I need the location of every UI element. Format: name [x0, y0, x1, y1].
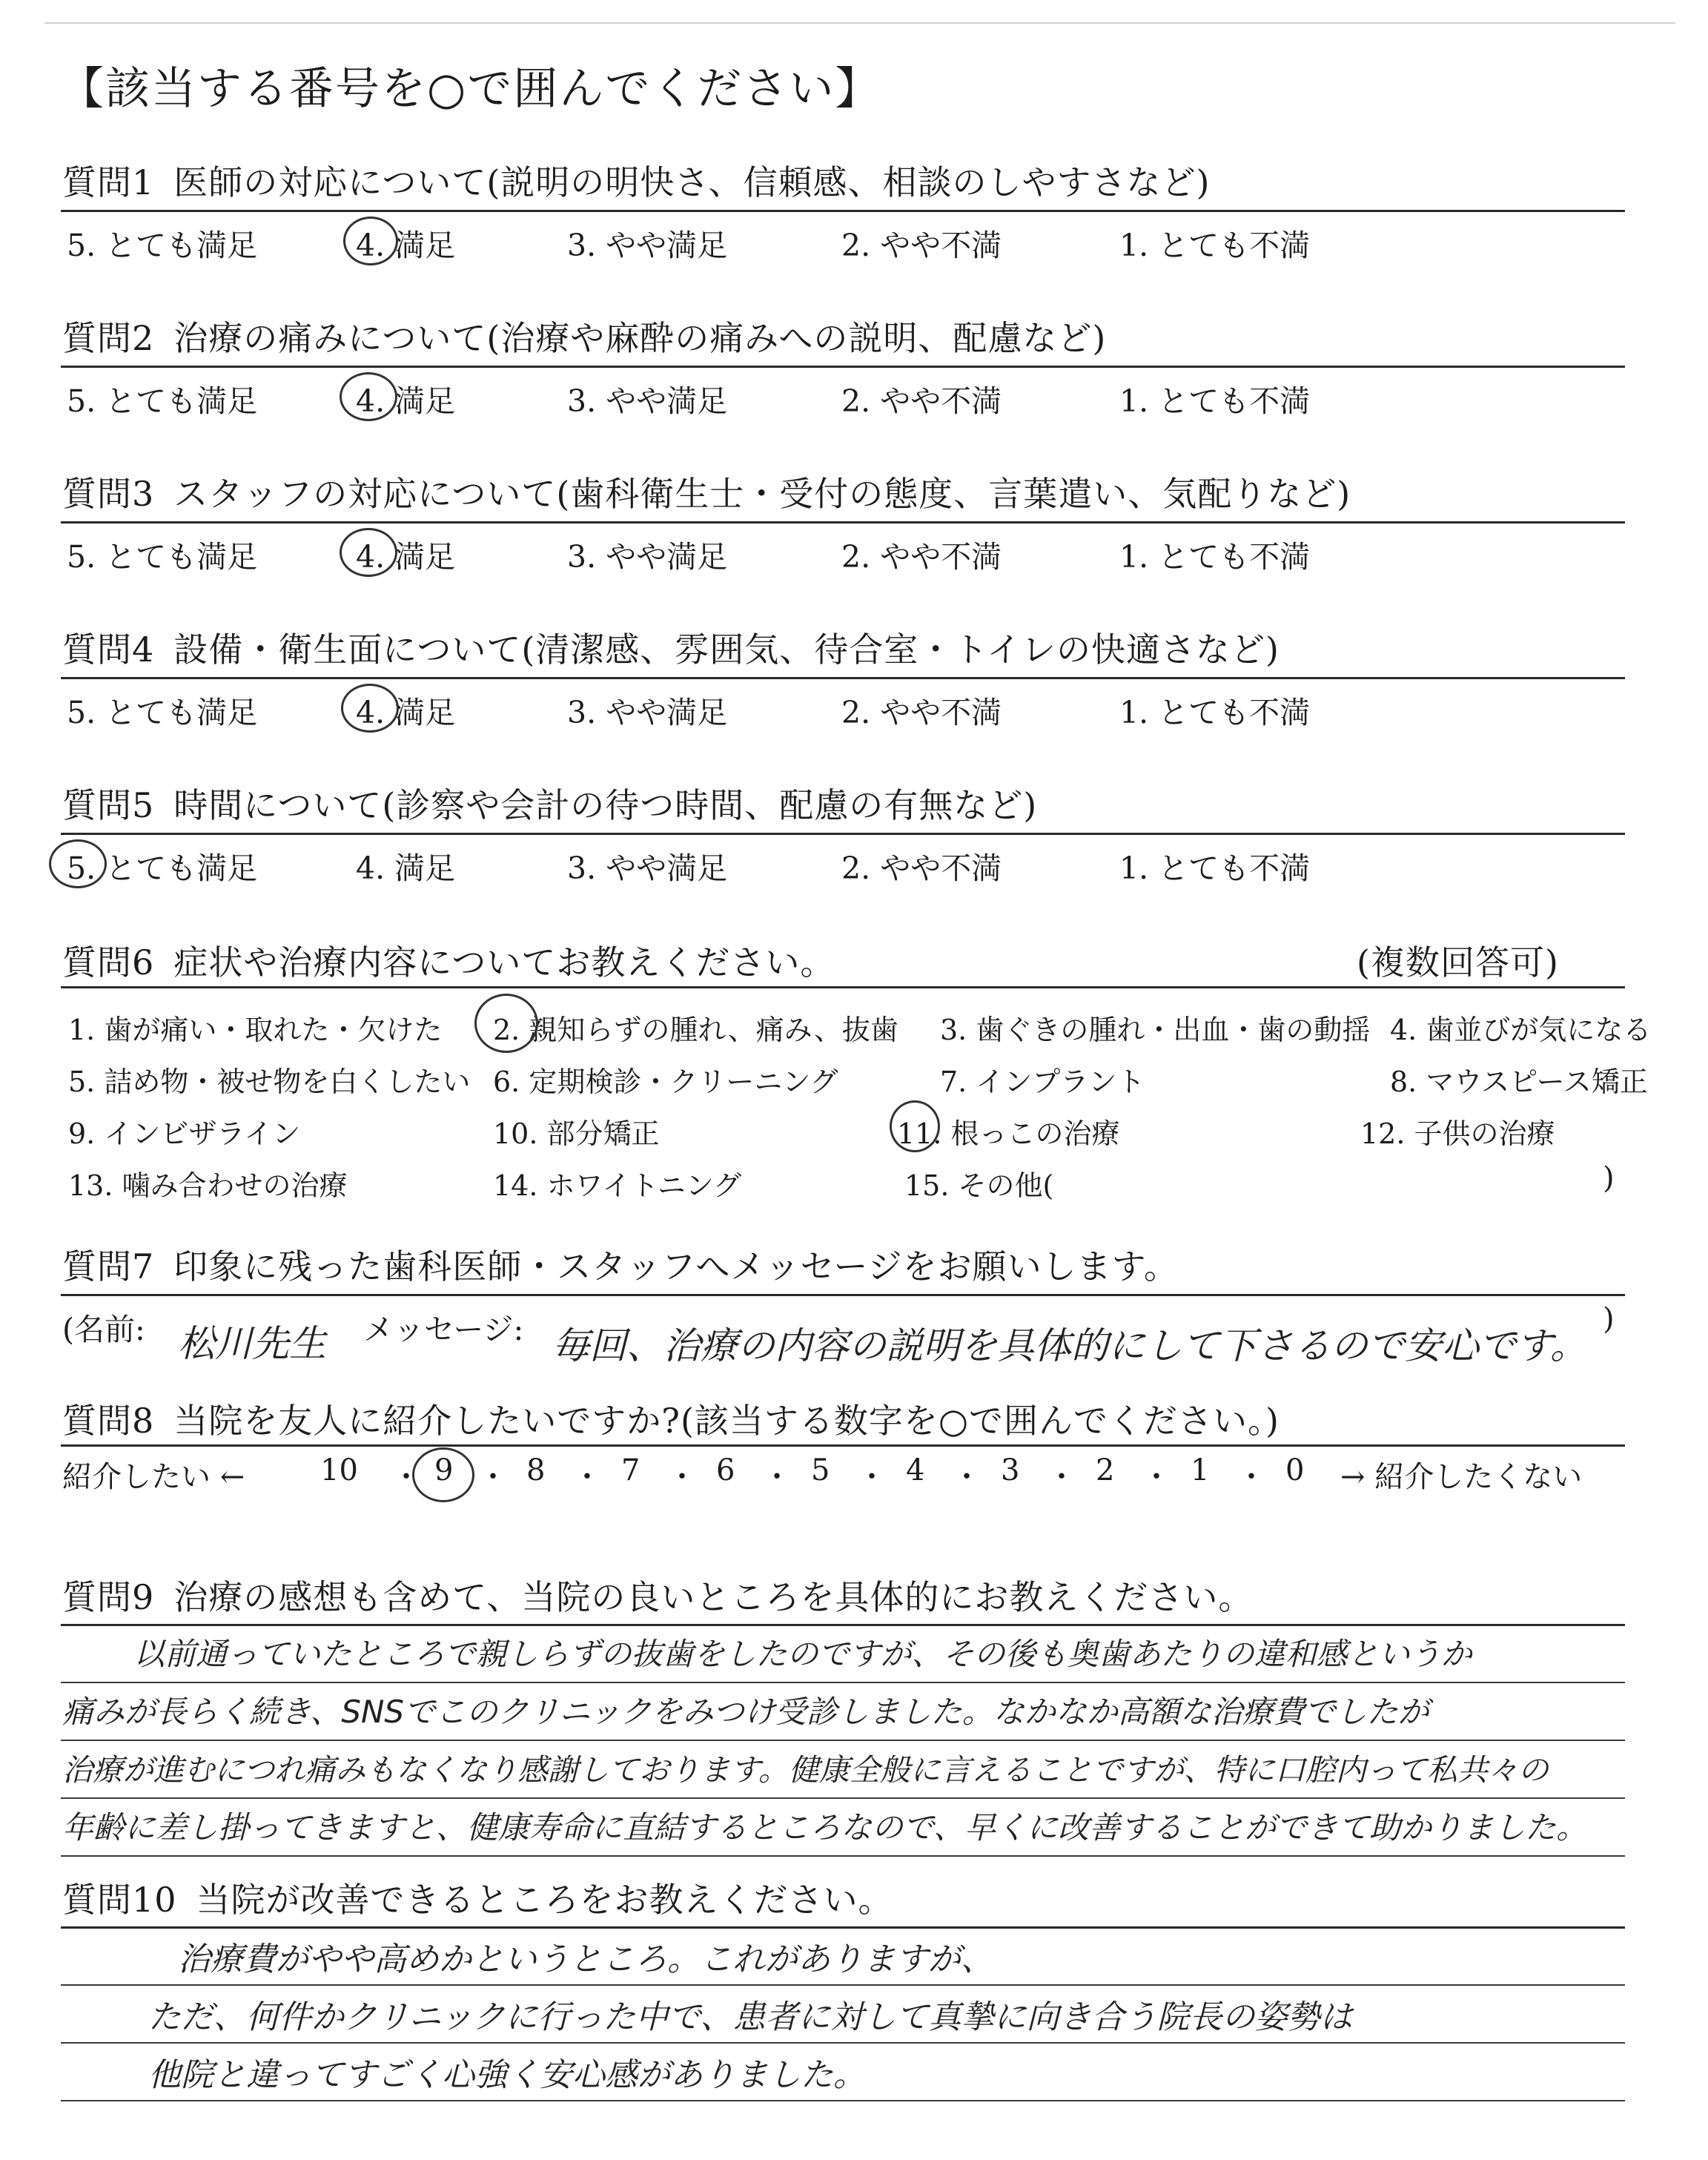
- question-10: [62, 1873, 893, 1922]
- rule: [61, 1294, 1625, 1296]
- question-number: 質問8: [62, 1401, 155, 1441]
- q2-option-3[interactable]: 3. やや満足: [567, 383, 728, 419]
- answer-line: [61, 1682, 1625, 1683]
- top-border: [44, 22, 1675, 24]
- question-text: 当院を友人に紹介したいですか?(該当する数字を○で囲んでください。): [173, 1401, 1280, 1441]
- selection-circle: [49, 839, 107, 888]
- q4-option-5[interactable]: 5. とても満足: [67, 695, 258, 730]
- multiple-answers-note: (複数回答可): [1357, 942, 1559, 982]
- scale-1[interactable]: 1: [1191, 1453, 1210, 1487]
- question-text: 時間について(診察や会計の待つ時間、配慮の有無など): [173, 785, 1038, 825]
- scale-7[interactable]: 7: [621, 1453, 640, 1487]
- rule: [61, 366, 1625, 368]
- selection-circle: [343, 217, 398, 265]
- question-text: 設備・衛生面について(清潔感、雰囲気、待合室・トイレの快適さなど): [173, 630, 1280, 670]
- scale-left-label: 紹介したい ←: [62, 1460, 245, 1494]
- q10-answer-line-3[interactable]: 他院と違ってすごく心強く安心感がありました。: [148, 2056, 866, 2094]
- question-text: 治療の痛みについて(治療や麻酔の痛みへの説明、配慮など): [173, 318, 1107, 358]
- question-text: 治療の感想も含めて、当院の良いところを具体的にお教えください。: [173, 1577, 1254, 1617]
- selection-circle: [474, 994, 538, 1053]
- selection-circle: [340, 372, 397, 421]
- scale-right-label: → 紹介したくない: [1340, 1460, 1583, 1494]
- q6-option-10[interactable]: 10. 部分矯正: [493, 1117, 660, 1150]
- answer-line: [61, 2042, 1625, 2044]
- question-number: 質問10: [62, 1880, 177, 1920]
- rule: [61, 986, 1625, 988]
- question-3: [62, 467, 1351, 516]
- scale-dot: ・: [952, 1460, 982, 1494]
- scale-4[interactable]: 4: [906, 1453, 925, 1487]
- q5-option-4[interactable]: 4. 満足: [356, 851, 456, 886]
- rule: [61, 210, 1625, 212]
- rule: [61, 1926, 1625, 1929]
- q6-option-6[interactable]: 6. 定期検診・クリーニング: [493, 1066, 838, 1098]
- question-text: 印象に残った歯科医師・スタッフへメッセージをお願いします。: [173, 1246, 1179, 1287]
- question-5: [62, 779, 1037, 828]
- q4-option-2[interactable]: 2. やや不満: [841, 695, 1002, 730]
- q6-option-4[interactable]: 4. 歯並びが気になる: [1390, 1014, 1652, 1046]
- question-8: [62, 1394, 1280, 1443]
- selection-circle: [412, 1447, 474, 1502]
- scale-dot: ・: [667, 1460, 697, 1494]
- question-7: [62, 1240, 1179, 1289]
- rule: [61, 521, 1625, 524]
- question-number: 質問5: [62, 785, 155, 825]
- question-number: 質問7: [62, 1246, 155, 1287]
- answer-line: [61, 1855, 1625, 1857]
- scale-3[interactable]: 3: [1001, 1453, 1020, 1487]
- question-number: 質問4: [62, 630, 155, 670]
- form-heading: 【該当する番号を○で囲んでください】: [59, 63, 881, 115]
- q5-option-1[interactable]: 1. とても不満: [1119, 851, 1311, 886]
- q1-option-1[interactable]: 1. とても不満: [1119, 228, 1311, 263]
- q6-option-15[interactable]: 15. その他(: [904, 1169, 1054, 1202]
- q6-option-8[interactable]: 8. マウスピース矯正: [1390, 1066, 1648, 1098]
- q5-option-5[interactable]: 5. とても満足: [67, 851, 258, 886]
- scale-6[interactable]: 6: [716, 1453, 735, 1487]
- q9-answer-line-1[interactable]: 以前通っていたところで親しらずの抜歯をしたのですが、その後も奥歯あたりの違和感というか: [133, 1636, 1472, 1672]
- q6-option-1[interactable]: 1. 歯が痛い・取れた・欠けた: [68, 1014, 443, 1046]
- question-number: 質問3: [62, 474, 155, 514]
- message-label: メッセージ:: [363, 1312, 524, 1347]
- scale-dot: ・: [1142, 1460, 1171, 1494]
- answer-line: [61, 1984, 1625, 1986]
- scale-dot: ・: [391, 1460, 421, 1494]
- q6-option-13[interactable]: 13. 噛み合わせの治療: [68, 1169, 348, 1202]
- rule: [61, 1444, 1625, 1447]
- q9-answer-line-4[interactable]: 年齢に差し掛ってきますと、健康寿命に直結するところなので、早くに改善することができて助かりました。: [62, 1809, 1588, 1846]
- message-value[interactable]: 毎回、治療の内容の説明を具体的にして下さるので安心です。: [552, 1324, 1587, 1367]
- scale-dot: ・: [572, 1460, 602, 1494]
- scale-dot: ・: [478, 1460, 508, 1494]
- q2-option-2[interactable]: 2. やや不満: [841, 383, 1002, 419]
- q10-answer-line-2[interactable]: ただ、何件かクリニックに行った中で、患者に対して真摯に向き合う院長の姿勢は: [148, 1998, 1353, 2036]
- answer-line: [61, 1797, 1625, 1799]
- q4-option-4[interactable]: 4. 満足: [356, 695, 456, 730]
- scale-dot: ・: [762, 1460, 792, 1494]
- selection-circle: [341, 684, 399, 733]
- q2-option-4[interactable]: 4. 満足: [356, 383, 456, 419]
- name-label: (名前:: [62, 1312, 145, 1347]
- q1-option-3[interactable]: 3. やや満足: [567, 228, 728, 263]
- q6-option-5[interactable]: 5. 詰め物・被せ物を白くしたい: [68, 1066, 471, 1098]
- q4-option-1[interactable]: 1. とても不満: [1119, 695, 1311, 730]
- selection-circle: [890, 1100, 940, 1152]
- question-number: 質問2: [62, 318, 155, 358]
- q6-option-3[interactable]: 3. 歯ぐきの腫れ・出血・歯の動揺: [940, 1014, 1371, 1046]
- question-number: 質問9: [62, 1577, 155, 1617]
- q10-answer-line-1[interactable]: 治療費がやや高めかというところ。これがありますが、: [178, 1941, 993, 1978]
- close-paren: ): [1603, 1161, 1615, 1195]
- answer-line: [61, 1740, 1625, 1741]
- q9-answer-line-3[interactable]: 治療が進むにつれ痛みもなくなり感謝しております。健康全般に言えることですが、特に口腔内って私共々の: [62, 1752, 1549, 1788]
- q3-option-2[interactable]: 2. やや不満: [841, 539, 1002, 575]
- question-6: [62, 936, 835, 985]
- q6-option-12[interactable]: 12. 子供の治療: [1360, 1117, 1555, 1150]
- question-text: スタッフの対応について(歯科衛生士・受付の態度、言葉遣い、気配りなど): [173, 474, 1351, 514]
- q3-option-3[interactable]: 3. やや満足: [567, 539, 728, 575]
- q1-option-2[interactable]: 2. やや不満: [841, 228, 1002, 263]
- question-number: 質問1: [62, 162, 155, 202]
- scale-dot: ・: [1237, 1460, 1266, 1494]
- q5-option-3[interactable]: 3. やや満足: [567, 851, 728, 886]
- q6-option-11[interactable]: 11. 根っこの治療: [897, 1117, 1120, 1150]
- rule: [61, 1624, 1625, 1626]
- q1-option-5[interactable]: 5. とても満足: [67, 228, 258, 263]
- q4-option-3[interactable]: 3. やや満足: [567, 695, 728, 730]
- question-1: [62, 156, 1210, 205]
- q3-option-5[interactable]: 5. とても満足: [67, 539, 258, 575]
- scale-9[interactable]: 9: [434, 1453, 454, 1487]
- q5-option-2[interactable]: 2. やや不満: [841, 851, 1002, 886]
- q6-option-2[interactable]: 2. 親知らずの腫れ、痛み、抜歯: [493, 1014, 898, 1046]
- q2-option-5[interactable]: 5. とても満足: [67, 383, 258, 419]
- question-9: [62, 1571, 1253, 1619]
- name-value[interactable]: 松川先生: [178, 1322, 326, 1365]
- scale-5[interactable]: 5: [811, 1453, 830, 1487]
- question-4: [62, 623, 1280, 672]
- rule: [61, 833, 1625, 835]
- q3-option-4[interactable]: 4. 満足: [356, 539, 456, 575]
- scale-0[interactable]: 0: [1285, 1453, 1305, 1487]
- question-text: 医師の対応について(説明の明快さ、信頼感、相談のしやすさなど): [173, 162, 1211, 202]
- q6-option-14[interactable]: 14. ホワイトニング: [493, 1169, 742, 1202]
- rule: [61, 677, 1625, 679]
- question-text: 症状や治療内容についてお教えください。: [173, 942, 835, 982]
- scale-10[interactable]: 10: [320, 1453, 358, 1487]
- selection-circle: [340, 528, 397, 577]
- q3-option-1[interactable]: 1. とても不満: [1119, 539, 1311, 575]
- q9-answer-line-2[interactable]: 痛みが長らく続き、SNSでこのクリニックをみつけ受診しました。なかなか高額な治療費でしたが: [62, 1694, 1429, 1730]
- q6-option-7[interactable]: 7. インプラント: [940, 1066, 1145, 1098]
- q1-option-4[interactable]: 4. 満足: [356, 228, 456, 263]
- answer-line: [61, 2100, 1625, 2101]
- question-number: 質問6: [62, 942, 155, 982]
- scale-dot: ・: [1047, 1460, 1076, 1494]
- scale-dot: ・: [857, 1460, 887, 1494]
- q6-option-9[interactable]: 9. インビザライン: [68, 1117, 301, 1150]
- q2-option-1[interactable]: 1. とても不満: [1119, 383, 1311, 419]
- question-text: 当院が改善できるところをお教えください。: [196, 1880, 893, 1920]
- scale-2[interactable]: 2: [1096, 1453, 1115, 1487]
- close-paren: ): [1603, 1302, 1615, 1336]
- scale-8[interactable]: 8: [526, 1453, 546, 1487]
- question-2: [62, 311, 1106, 360]
